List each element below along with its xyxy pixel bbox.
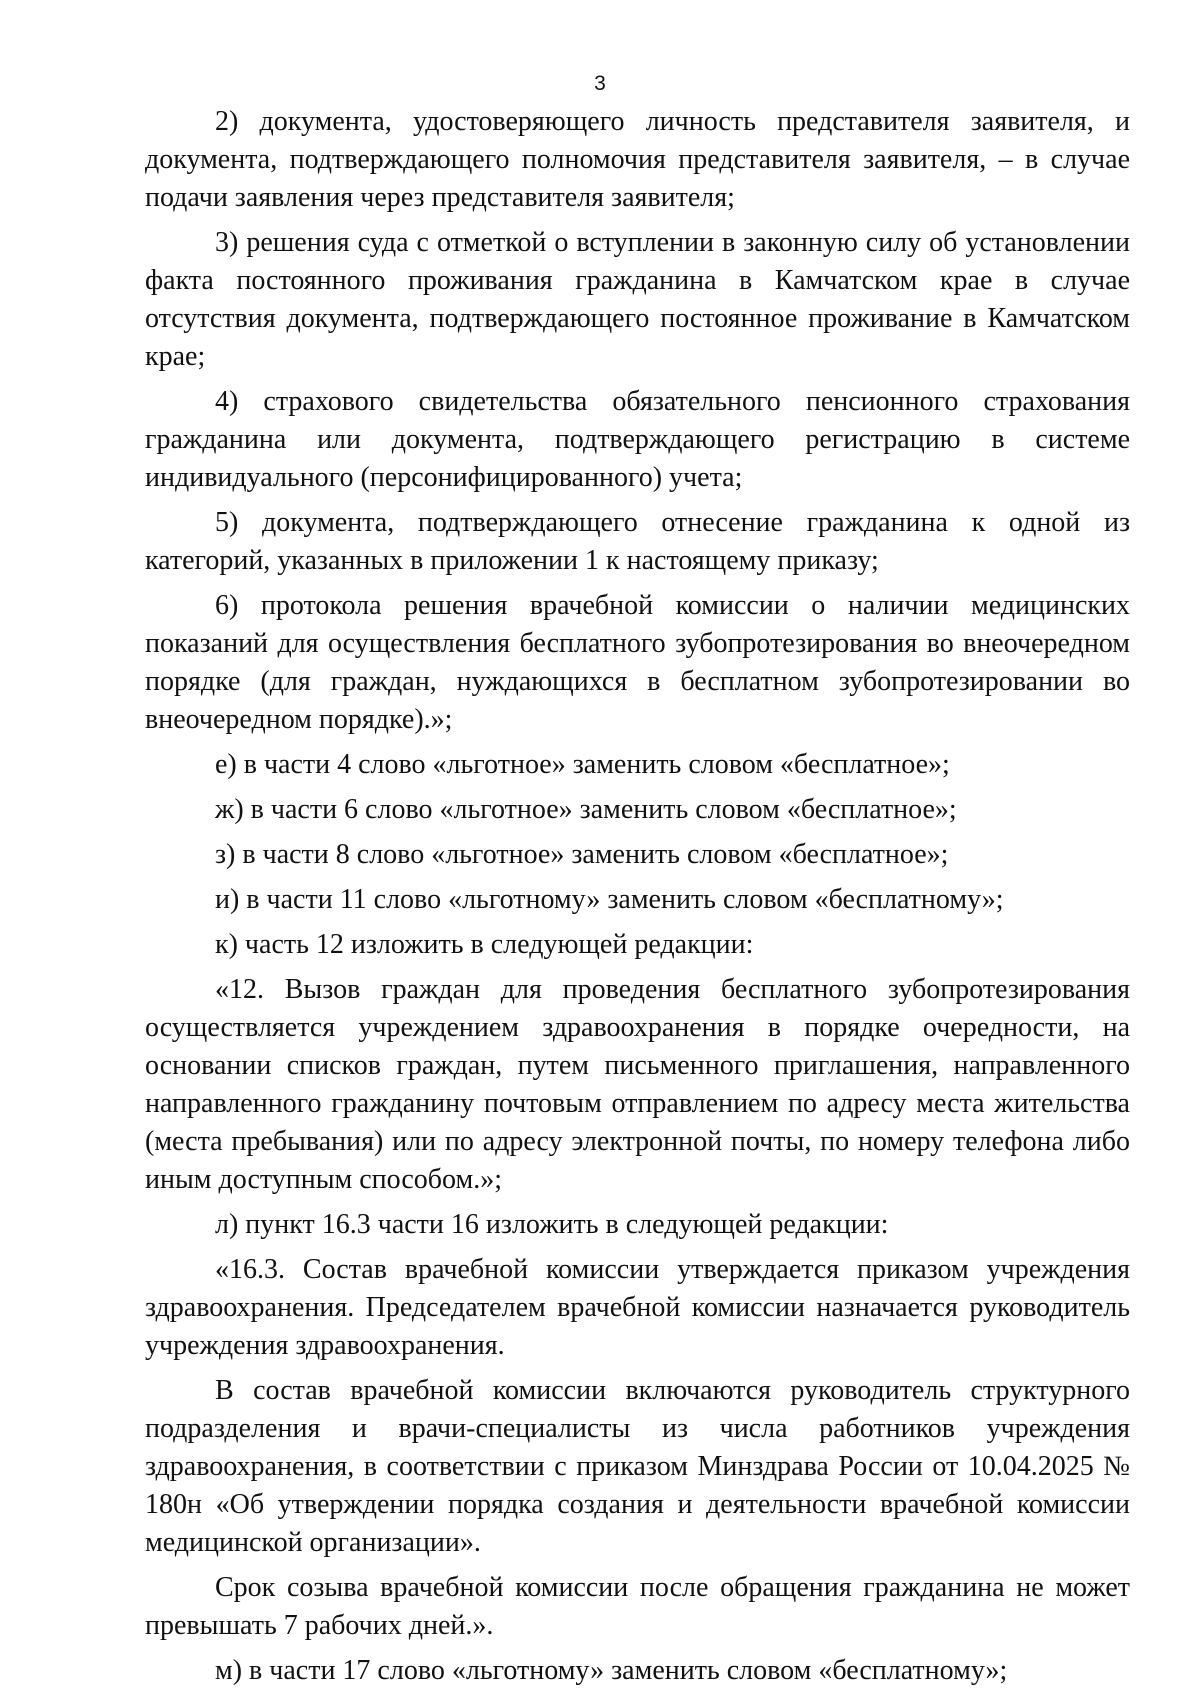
paragraph-subitem-k: к) часть 12 изложить в следующей редакции: <box>215 929 754 960</box>
paragraph-subitem-i: и) в части 11 слово «льготному» заменить словом «бесплатному»; <box>215 884 1004 915</box>
paragraph-subitem-m: м) в части 17 слово «льготному» заменить словом «бесплатному»; <box>215 1655 1008 1686</box>
paragraph-subitem-e: е) в части 4 слово «льготное» заменить словом «бесплатное»; <box>215 749 950 780</box>
paragraph-item-2: 2) документа, удостоверяющего личность представителя заявителя, и документа, подтверждающего полномочия представителя заявителя, – в случае подачи заявления через представителя заявителя; <box>145 106 1130 213</box>
paragraph-subitem-l: л) пункт 16.3 части 16 изложить в следующей редакции: <box>215 1209 889 1240</box>
page-number: 3 <box>594 72 606 95</box>
paragraph-item-6: 6) протокола решения врачебной комиссии о наличии медицинских показаний для осуществления бесплатного зубопротезирования во внеочередном порядке (для граждан, нуждающихся в бесплатном зубопротезировании во внеочередном порядке).»; <box>145 590 1130 735</box>
paragraph-subitem-zh: ж) в части 6 слово «льготное» заменить словом «бесплатное»; <box>215 794 957 825</box>
paragraph-commission-term: Срок созыва врачебной комиссии после обращения гражданина не может превышать 7 рабочих дней.». <box>145 1572 1130 1641</box>
paragraph-item-3: 3) решения суда с отметкой о вступлении в законную силу об установлении факта постоянного проживания гражданина в Камчатском крае в случае отсутствия документа, подтверждающего постоянное проживание в Камчатском крае; <box>145 227 1130 372</box>
paragraph-item-4: 4) страхового свидетельства обязательного пенсионного страхования гражданина или документа, подтверждающего регистрацию в системе индивидуального (персонифицированного) учета; <box>145 386 1130 493</box>
paragraph-subitem-z: з) в части 8 слово «льготное» заменить словом «бесплатное»; <box>215 839 949 870</box>
paragraph-item-5: 5) документа, подтверждающего отнесение гражданина к одной из категорий, указанных в приложении 1 к настоящему приказу; <box>145 507 1130 576</box>
paragraph-item-16-3: «16.3. Состав врачебной комиссии утверждается приказом учреждения здравоохранения. Председателем врачебной комиссии назначается руководитель учреждения здравоохранения. <box>145 1254 1130 1361</box>
paragraph-commission-composition: В состав врачебной комиссии включаются руководитель структурного подразделения и врачи-специалисты из числа работников учреждения здравоохранения, в соответствии с приказом Минздрава России от 10.04.2025 № 180н «Об утверждении порядка создания и деятельности врачебной комиссии медицинской организации». <box>145 1375 1130 1558</box>
document-body <box>145 103 1130 1690</box>
paragraph-part-12: «12. Вызов граждан для проведения бесплатного зубопротезирования осуществляется учреждением здравоохранения в порядке очередности, на основании списков граждан, путем письменного приглашения, направленного направленного гражданину почтовым отправлением по адресу места жительства (места пребывания) или по адресу электронной почты, по номеру телефона либо иным доступным способом.»; <box>145 974 1130 1195</box>
